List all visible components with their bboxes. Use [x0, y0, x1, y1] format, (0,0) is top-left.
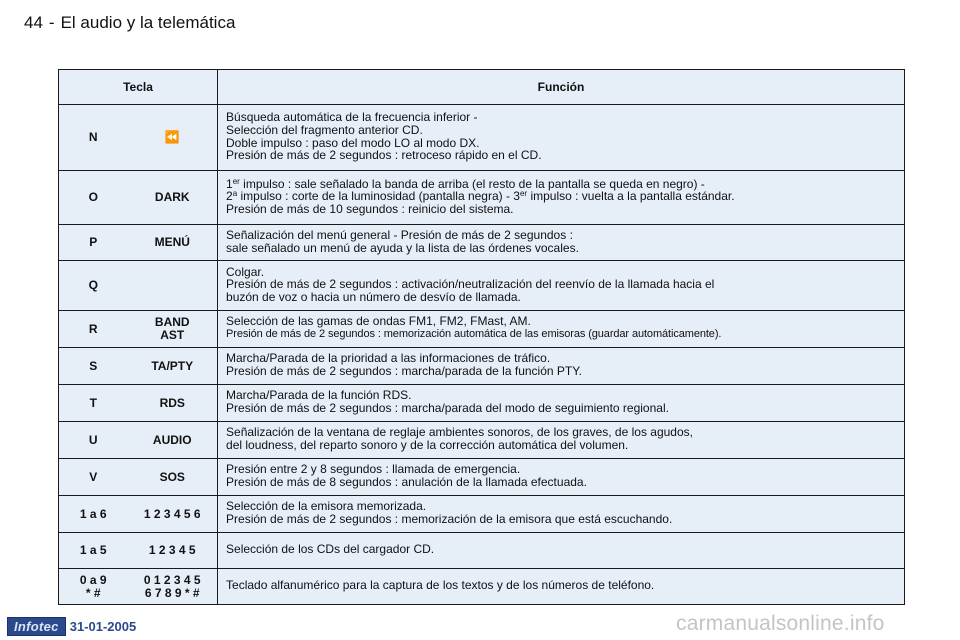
description-line: del loudness, del reparto sonoro y de la corrección automática del volumen. [226, 438, 629, 452]
table-row [59, 105, 905, 171]
description-line: Presión de más de 2 segundos : marcha/parada del modo de seguimiento regional. [226, 401, 669, 415]
description-line: Presión de más de 10 segundos : reinicio del sistema. [226, 201, 514, 216]
footer-date: 31-01-2005 [69, 618, 137, 634]
key-code-cell: P [59, 225, 128, 261]
description-line: Selección de los CDs del cargador CD. [226, 542, 435, 557]
table-row [59, 385, 905, 422]
infotec-logo: Infotec [7, 617, 66, 636]
description-line: Presión entre 2 y 8 segundos : llamada de emergencia. [226, 462, 521, 477]
table-header-row [59, 70, 905, 105]
table-body [59, 105, 905, 605]
table-row [59, 533, 905, 569]
table-row [59, 422, 905, 459]
footer [7, 617, 136, 635]
description-line: Presión de más de 2 segundos : retroceso rápido en el CD. [226, 148, 542, 163]
table-row [59, 348, 905, 385]
table-row [59, 569, 905, 605]
description-line: Presión de más de 2 segundos : memorización de la emisora que está escuchando. [226, 512, 673, 526]
key-label-cell: DARK [128, 171, 218, 225]
table-row [59, 311, 905, 348]
key-label-cell [128, 261, 218, 311]
function-description [218, 171, 905, 225]
table-row [59, 459, 905, 496]
key-code-cell: S [59, 348, 128, 385]
column-header-function: Función [218, 70, 905, 105]
description-line: Señalización del menú general - Presión de más de 2 segundos : [226, 227, 573, 242]
rewind-icon: ⏪ [128, 105, 218, 171]
description-line: Selección de la emisora memorizada. [226, 499, 427, 514]
description-line: 1er impulso : sale señalado la banda de arriba (el resto de la pantalla se queda en negro) - [226, 176, 705, 191]
function-description [218, 261, 905, 311]
description-line: buzón de voz o hacia un número de desvío de llamada. [226, 289, 521, 304]
description-line: Presión de más de 2 segundos : marcha/parada de la función PTY. [226, 364, 583, 378]
description-line: Marcha/Parada de la prioridad a las informaciones de tráfico. [226, 351, 551, 366]
key-code-cell: Q [59, 261, 128, 311]
key-label-cell: 0 1 2 3 4 5 6 7 8 9 * # [128, 569, 218, 605]
description-line: Teclado alfanumérico para la captura de los textos y de los números de teléfono. [226, 578, 655, 593]
key-label-cell: 1 2 3 4 5 [128, 533, 218, 569]
table-row [59, 496, 905, 533]
function-description [218, 422, 905, 459]
watermark: carmanualsonline.info [676, 612, 885, 635]
function-description [218, 385, 905, 422]
description-line: Presión de más de 8 segundos : anulación de la llamada efectuada. [226, 475, 587, 489]
key-label-cell: TA/PTY [128, 348, 218, 385]
function-description [218, 225, 905, 261]
column-header-key: Tecla [59, 70, 218, 105]
key-label-cell: 1 2 3 4 5 6 [128, 496, 218, 533]
description-line: Marcha/Parada de la función RDS. [226, 388, 412, 403]
page-title: El audio y la telemática [60, 13, 236, 32]
key-label-cell: SOS [128, 459, 218, 496]
page-header [24, 13, 235, 33]
description-line: Doble impulso : paso del modo LO al modo DX. [226, 135, 480, 150]
key-code-cell: V [59, 459, 128, 496]
function-description [218, 496, 905, 533]
key-label-cell: RDS [128, 385, 218, 422]
key-label-cell: AUDIO [128, 422, 218, 459]
key-code-cell: U [59, 422, 128, 459]
description-line: Selección de las gamas de ondas FM1, FM2, FMast, AM. [226, 314, 531, 329]
key-code-cell: T [59, 385, 128, 422]
table-row [59, 171, 905, 225]
key-code-cell: 1 a 5 [59, 533, 128, 569]
function-description [218, 533, 905, 569]
description-line: Selección del fragmento anterior CD. [226, 122, 423, 137]
function-description [218, 459, 905, 496]
description-line: Presión de más de 2 segundos : activación/neutralización del reenvío de la llamada hacia el [226, 277, 715, 292]
key-code-cell: 0 a 9 * # [59, 569, 128, 605]
key-code-cell: R [59, 311, 128, 348]
function-table [58, 69, 905, 605]
description-line: sale señalado un menú de ayuda y la lista de las órdenes vocales. [226, 240, 579, 255]
description-line: Colgar. [226, 264, 265, 279]
key-code-cell: 1 a 6 [59, 496, 128, 533]
key-code-cell: N [59, 105, 128, 171]
page-number: 44 [24, 13, 43, 32]
function-description [218, 105, 905, 171]
key-label-cell: BAND AST [128, 311, 218, 348]
key-label-cell: MENÚ [128, 225, 218, 261]
key-code-cell: O [59, 171, 128, 225]
description-line: 2$^a$ impulso : corte de la luminosidad (pantalla negra) - 3er impulso : vuelta a la pantalla estándar. [226, 189, 735, 204]
table-row [59, 225, 905, 261]
description-line: Señalización de la ventana de reglaje ambientes sonoros, de los graves, de los agudos, [226, 425, 693, 440]
table-row [59, 261, 905, 311]
header-separator: - [48, 13, 55, 32]
description-line: Presión de más de 2 segundos : memorización automática de las emisoras (guardar automáticamente). [226, 328, 722, 340]
function-description [218, 311, 905, 348]
function-description [218, 348, 905, 385]
description-line: Búsqueda automática de la frecuencia inferior - [226, 110, 478, 125]
function-description [218, 569, 905, 605]
